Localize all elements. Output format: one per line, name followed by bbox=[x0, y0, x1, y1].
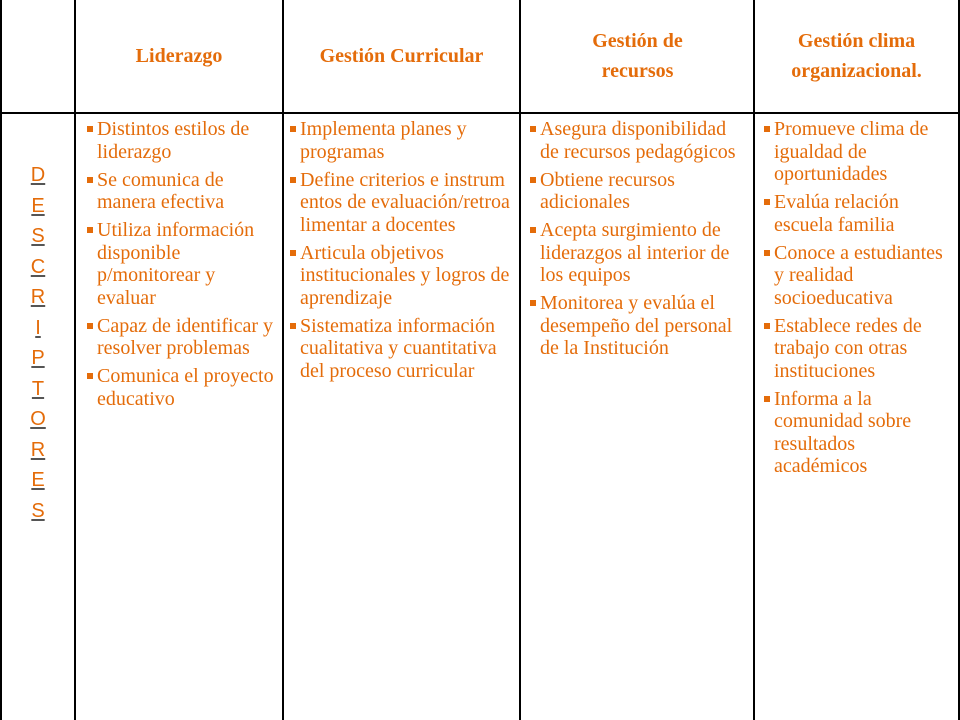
side-letter: P bbox=[31, 347, 45, 369]
descriptor-item: Implementa planes y programas bbox=[289, 118, 513, 163]
descriptor-item: Asegura disponibilidad de recursos pedagógicos bbox=[529, 118, 747, 163]
side-letter: D bbox=[30, 164, 46, 186]
column-gestion-curricular bbox=[289, 118, 517, 388]
descriptor-item: Conoce a estudiantes y realidad socioeducativa bbox=[763, 242, 953, 310]
side-letter: E bbox=[31, 194, 45, 217]
descriptor-item: Evalúa relación escuela familia bbox=[763, 191, 953, 236]
header-gestion-recursos: Gestión de recursos bbox=[592, 30, 683, 82]
header-divider bbox=[0, 112, 960, 114]
descriptor-item: Monitorea y evalúa el desempeño del personal de la Institución bbox=[529, 292, 747, 360]
side-letter: S bbox=[31, 499, 45, 522]
side-letter: S bbox=[31, 225, 45, 247]
descriptor-item: Obtiene recursos adicionales bbox=[529, 169, 747, 214]
side-letter: E bbox=[31, 469, 45, 491]
descriptor-item: Acepta surgimiento de liderazgos al interior de los equipos bbox=[529, 219, 747, 287]
descriptor-item: Articula objetivos institucionales y logros de aprendizaje bbox=[289, 242, 513, 310]
descriptor-item: Define criterios e instrumentos de evaluación/retroalimentar a docentes bbox=[289, 169, 513, 237]
descriptor-item: Se comunica de manera efectiva bbox=[86, 169, 278, 214]
side-letter: O bbox=[30, 408, 46, 430]
descriptor-item: Informa a la comunidad sobre resultados académicos bbox=[763, 388, 953, 478]
column-liderazgo bbox=[86, 118, 282, 416]
descriptor-item: Promueve clima de igualdad de oportunidades bbox=[763, 118, 953, 186]
side-letter: I bbox=[35, 316, 41, 339]
column-divider bbox=[519, 0, 521, 720]
side-letter: C bbox=[30, 255, 46, 278]
descriptor-item: Utiliza información disponible p/monitorear y evaluar bbox=[86, 219, 278, 309]
header-liderazgo: Liderazgo bbox=[135, 45, 223, 67]
side-letter: R bbox=[30, 438, 46, 461]
side-letter: R bbox=[30, 286, 46, 308]
descriptor-item: Comunica el proyecto educativo bbox=[86, 365, 278, 410]
descriptor-item: Capaz de identificar y resolver problemas bbox=[86, 315, 278, 360]
side-letter: T bbox=[31, 377, 45, 400]
column-gestion-clima bbox=[763, 118, 957, 483]
header-gestion-curricular: Gestión Curricular bbox=[319, 45, 484, 67]
header-gestion-clima: Gestión clima organizacional. bbox=[791, 30, 922, 82]
descriptor-item: Sistematiza información cualitativa y cuantitativa del proceso curricular bbox=[289, 315, 513, 383]
descriptor-item: Establece redes de trabajo con otras instituciones bbox=[763, 315, 953, 383]
descriptor-item: Distintos estilos de liderazgo bbox=[86, 118, 278, 163]
descriptores-side-label bbox=[2, 160, 74, 526]
column-gestion-recursos bbox=[529, 118, 751, 365]
